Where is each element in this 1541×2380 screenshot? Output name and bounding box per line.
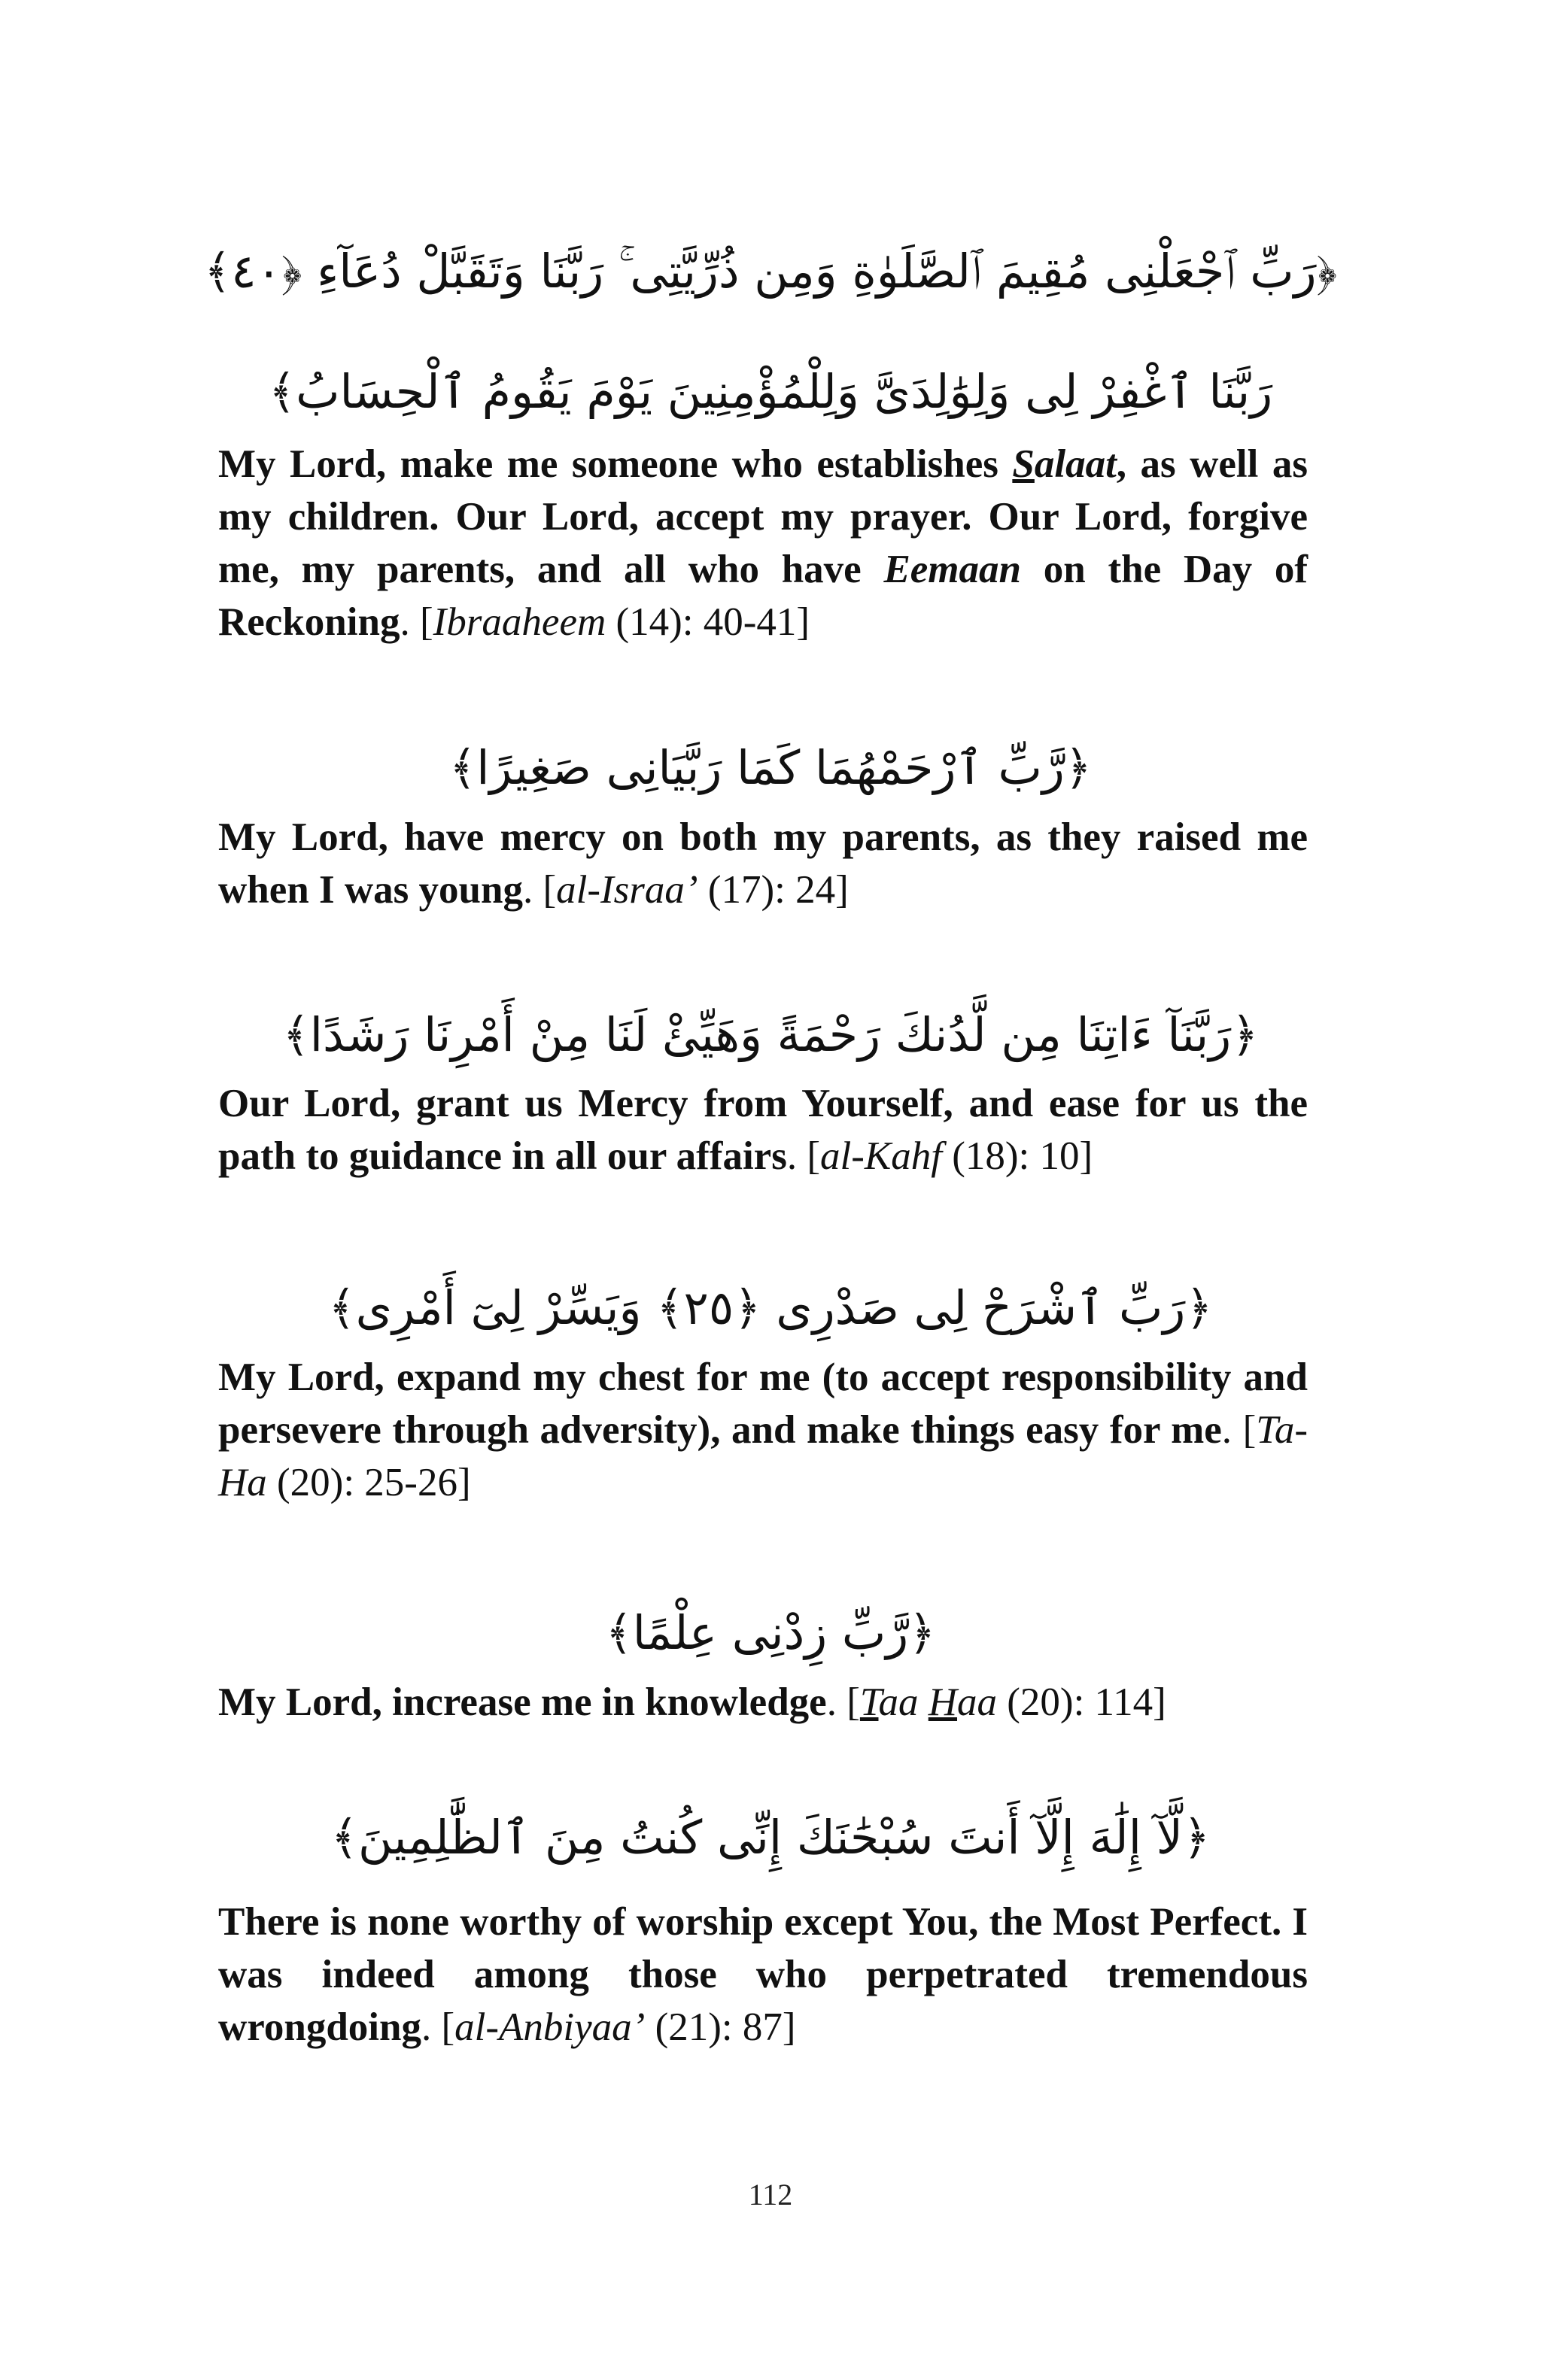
translation-paragraph: There is none worthy of worship except You, the Most Perfect. I was indeed among those who perpetrated tremendous wrongdoing. [al-Anbiyaa’ (21): 87] [218, 1900, 1308, 2049]
citation: . [Ta-Ha (20): 25-26] [218, 1408, 1308, 1504]
translation-paragraph: My Lord, expand my chest for me (to accept responsibility and persevere through adversity), and make things easy for me. [Ta-Ha (20): 25-26] [218, 1355, 1308, 1504]
translation-paragraph: My Lord, make me someone who establishes Salaat, as well as my children. Our Lord, accept my prayer. Our Lord, forgive me, my parents, and all who have Eemaan on the Day of Reckoning. [Ibraaheem (14): 40-41] [218, 442, 1308, 644]
citation: . [Ibraaheem (14): 40-41] [400, 600, 810, 644]
arabic-verse-line: ﴿رَبِّ ٱجْعَلْنِى مُقِيمَ ٱلصَّلَوٰةِ وَمِن ذُرِّيَّتِى ۚ رَبَّنَا وَتَقَبَّلْ دُعَآءِ ﴿٤٠﴾ [203, 244, 1338, 299]
citation: . [al-Kahf (18): 10] [786, 1134, 1093, 1178]
arabic-verse-line: ﴿رَبِّ ٱشْرَحْ لِى صَدْرِى ﴿٢٥﴾ وَيَسِّرْ لِىٓ أَمْرِى﴾ [328, 1280, 1213, 1335]
translation-paragraph: My Lord, increase me in knowledge. [Taa Haa (20): 114] [218, 1680, 1166, 1724]
citation: . [al-Anbiyaa’ (21): 87] [421, 2005, 796, 2049]
arabic-verse-line: ﴿رَبَّنَآ ءَاتِنَا مِن لَّدُنكَ رَحْمَةً وَهَيِّئْ لَنَا مِنْ أَمْرِنَا رَشَدًا﴾ [282, 1007, 1259, 1062]
page-number: 112 [748, 2178, 793, 2212]
translation-paragraph: Our Lord, grant us Mercy from Yourself, and ease for us the path to guidance in all our affairs. [al-Kahf (18): 10] [218, 1082, 1308, 1178]
citation: . [al-Israa’ (17): 24] [522, 868, 849, 912]
translation-paragraph: My Lord, have mercy on both my parents, as they raised me when I was young. [al-Israa’ (17): 24] [218, 815, 1308, 912]
arabic-verse-line: ﴿رَّبِّ زِدْنِى عِلْمًا﴾ [605, 1605, 936, 1660]
arabic-verse-line: رَبَّنَا ٱغْفِرْ لِى وَلِوَٰلِدَىَّ وَلِلْمُؤْمِنِينَ يَوْمَ يَقُومُ ٱلْحِسَابُ﴾ [268, 364, 1273, 419]
citation: . [Taa Haa (20): 114] [826, 1680, 1166, 1724]
arabic-verse-line: ﴿رَّبِّ ٱرْحَمْهُمَا كَمَا رَبَّيَانِى صَغِيرًا﴾ [448, 740, 1093, 795]
arabic-verse-line: ﴿لَّآ إِلَٰهَ إِلَّآ أَنتَ سُبْحَٰنَكَ إِنِّى كُنتُ مِنَ ٱلظَّٰلِمِينَ﴾ [330, 1810, 1211, 1865]
